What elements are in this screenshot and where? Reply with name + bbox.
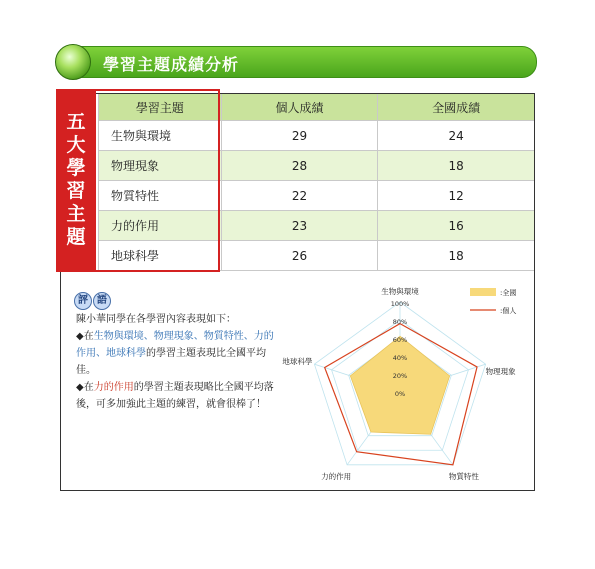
row-national: 24	[378, 121, 534, 151]
legend-label: :個人	[500, 307, 517, 315]
comment-intro: 陳小華同學在各學習內容表現如下：	[76, 314, 236, 325]
side-char: 題	[66, 226, 86, 248]
header-personal: 個人成績	[221, 94, 378, 121]
tick-label: 0%	[394, 390, 406, 398]
section-header-banner	[58, 46, 537, 78]
row-national: 12	[378, 181, 534, 211]
side-char: 主	[66, 203, 86, 225]
row-personal: 29	[221, 121, 378, 151]
axis-label: 生物與環境	[381, 287, 419, 296]
side-char: 五	[66, 111, 86, 133]
row-national: 18	[378, 241, 534, 271]
legend-label: :全國	[500, 289, 517, 297]
tick-label: 20%	[392, 372, 408, 380]
header-topic: 學習主題	[99, 94, 222, 121]
row-topic: 地球科學	[99, 241, 222, 271]
side-char: 習	[66, 180, 86, 202]
tick-label: 100%	[390, 300, 410, 308]
series-national-area	[350, 336, 449, 434]
axis-label: 物質特性	[448, 471, 479, 481]
axis-label: 地球科學	[282, 357, 313, 367]
side-char: 學	[66, 157, 86, 179]
row-personal: 22	[221, 181, 378, 211]
comment-bullet-1: ◆在生物與環境、物理現象、物質特性、力的作用、地球科學的學習主題表現比全國平均佳。	[76, 331, 274, 376]
legend-swatch-national	[470, 288, 496, 296]
row-personal: 23	[221, 211, 378, 241]
comment-badges	[74, 288, 112, 310]
topics-highlight-box	[56, 89, 220, 272]
comment-badge: 語	[93, 292, 111, 310]
tick-label: 80%	[392, 318, 408, 326]
row-personal: 28	[221, 151, 378, 181]
header-national: 全國成績	[378, 94, 534, 121]
comment-badge: 評	[74, 292, 92, 310]
row-topic: 力的作用	[99, 211, 222, 241]
tick-label: 40%	[392, 354, 408, 362]
axis-label: 力的作用	[321, 471, 352, 481]
row-national: 16	[378, 211, 534, 241]
row-topic: 物理現象	[99, 151, 222, 181]
radar-chart	[280, 282, 530, 482]
row-topic: 物質特性	[99, 181, 222, 211]
row-topic: 生物與環境	[99, 121, 222, 151]
axis-label: 物理現象	[485, 367, 516, 377]
section-title: 學習主題成績分析	[103, 55, 240, 74]
side-char: 大	[66, 134, 86, 156]
comment-text	[76, 311, 274, 413]
tick-label: 60%	[392, 336, 408, 344]
row-personal: 26	[221, 241, 378, 271]
row-national: 18	[378, 151, 534, 181]
comment-bullet-2: ◆在力的作用的學習主題表現略比全國平均落後，可多加強此主題的練習，就會很棒了！	[76, 382, 274, 410]
header-orb-icon	[55, 44, 91, 80]
